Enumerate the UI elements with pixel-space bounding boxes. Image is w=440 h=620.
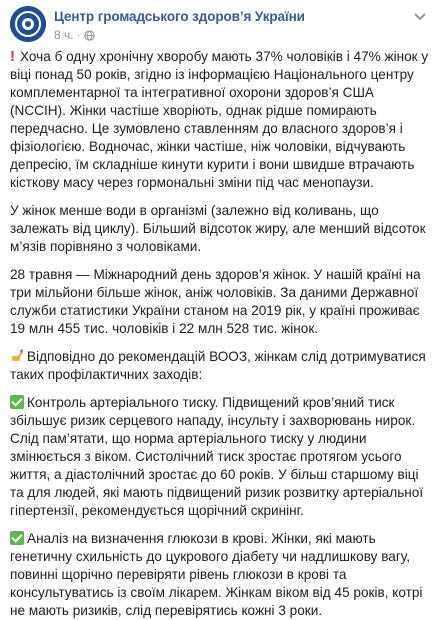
post-paragraph-2: У жінок менше води в організмі (залежно від коливань, що залежать від циклу). Більший відсоток жиру, але менший відсоток м’язів порівняно з чоловіками.	[10, 203, 426, 254]
post-paragraph-3: 28 травня — Міжнародний день здоров’я жінок. У нашій країні на три мільйони більше жінок, аніж чоловіків. За даними Державної служби статистики України станом на 2019 рік, у країні проживає 19 млн 455 тис. чоловіків і 22 млн 528 тис. жінок.	[10, 267, 421, 336]
post-paragraph-5-text: Контроль артеріального тиску. Підвищений кров’яний тиск збільшує ризик серцевого нападу, інсульту і захворювань нирок. Слід пам’ятати, що норма артеріального тиску у людини змінюється з віком. Систолічний тиск зростає протягом усього життя, а діастолічний зростає до 60 років. У більш старшому віці та для людей, які мають підвищений ризик розвитку артеріальної гіпертензії, рекомендується щорічний скринінг.	[10, 395, 424, 518]
post-timestamp[interactable]: 8 ч.	[54, 28, 74, 42]
post-paragraph-1	[10, 48, 430, 192]
post-meta	[54, 28, 305, 42]
org-logo-icon	[10, 6, 46, 42]
page-avatar[interactable]	[10, 6, 46, 42]
post-paragraph-4	[10, 348, 430, 384]
writing-hand-icon	[10, 349, 24, 363]
post-paragraph-1-text: Хоча б одну хронічну хворобу мають 37% чоловіків і 47% жінок у віці понад 50 років, згідно із інформацією Національного центру комплементарної та інтегративної охорони здоров’я США (NCCIH). Жінки частіше хворіють, однак рідше помирають передчасно. Це зумовлено ставленням до власного здоров’я і фізіологією. Водночас, жінки частіше, ніж чоловіки, відчувають депресію, їм складніше кинути курити і вони швидше втрачають кісткову масу через гормональні зміни під час менопаузи.	[10, 49, 429, 190]
post-header	[10, 6, 430, 48]
post-header-text	[54, 6, 305, 42]
check-mark-icon	[10, 395, 24, 409]
meta-separator: ·	[76, 28, 81, 42]
post-paragraph-5	[10, 394, 430, 520]
globe-icon[interactable]	[84, 30, 95, 41]
post-paragraph-6-text: Аналіз на визначення глюкози в крові. Жінки, які мають генетичну схильність до цукрового діабету чи надлишкову вагу, повинні щорічно перевіряти рівень глюкози в крові та консультуватись із своїм лікарем. Жінкам віком від 45 років, котрі не мають ризиків, слід перевірятись кожні 3 роки.	[10, 531, 423, 618]
chevron-down-icon	[414, 13, 426, 21]
post-body	[10, 48, 430, 620]
exclamation-icon: !	[10, 48, 15, 65]
post-paragraph-6	[10, 530, 430, 620]
post-paragraph-4-text: Відповідно до рекомендацій ВООЗ, жінкам слід дотримуватися таких профілактичних заходів:	[10, 349, 426, 382]
check-mark-icon	[10, 531, 24, 545]
page-name-link[interactable]: Центр громадського здоров’я України	[54, 9, 305, 24]
post-options-button[interactable]	[412, 10, 428, 24]
